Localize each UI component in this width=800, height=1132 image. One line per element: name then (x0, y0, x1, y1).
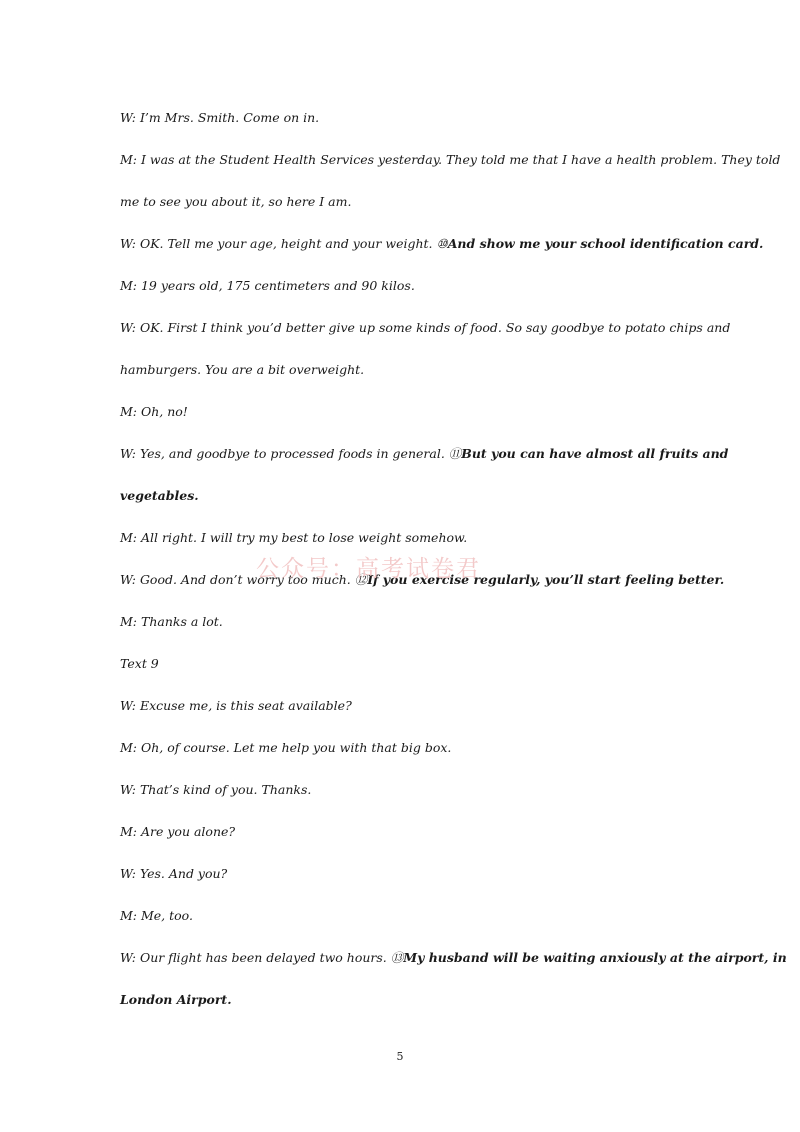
page-number: 5 (396, 1050, 404, 1063)
line-segment: me to see you about it, so here I am. (120, 194, 352, 209)
line-16 (120, 740, 685, 756)
line-segment: vegetables. (120, 488, 199, 503)
line-3 (120, 194, 685, 210)
line-15 (120, 698, 685, 714)
line-11 (120, 530, 685, 546)
watermark: 公众号：高考试卷君 (256, 556, 481, 582)
line-segment: London Airport. (120, 992, 232, 1007)
line-14 (120, 656, 685, 672)
line-segment: Text 9 (120, 656, 159, 671)
line-20 (120, 908, 685, 924)
line-segment: W: Yes. And you? (120, 866, 228, 881)
line-segment: W: OK. Tell me your age, height and your weight. ⑩ (120, 236, 448, 251)
line-8 (120, 404, 685, 420)
line-segment: W: OK. First I think you’d better give up some kinds of food. So say goodbye to potato chips and (120, 320, 731, 335)
line-segment: hamburgers. You are a bit overweight. (120, 362, 365, 377)
line-segment: W: Good. And don’t worry too much. ⑫ (120, 572, 368, 587)
line-17 (120, 782, 685, 798)
line-segment: M: Oh, no! (120, 404, 188, 419)
line-segment: But you can have almost all fruits and (461, 446, 729, 461)
line-segment: W: Yes, and goodbye to processed foods in general. ⑪ (120, 446, 462, 461)
line-6 (120, 320, 731, 336)
line-segment: My husband will be waiting anxiously at the airport, in (403, 950, 787, 965)
line-segment: And show me your school identification card. (447, 236, 764, 251)
line-segment: W: Excuse me, is this seat available? (120, 698, 352, 713)
line-2 (120, 152, 781, 168)
line-segment: M: I was at the Student Health Services yesterday. They told me that I have a health problem. They told (120, 152, 781, 167)
line-segment: M: Are you alone? (120, 824, 236, 839)
line-5 (120, 278, 685, 294)
line-segment: M: Oh, of course. Let me help you with that big box. (120, 740, 452, 755)
line-segment: W: That’s kind of you. Thanks. (120, 782, 312, 797)
line-21 (120, 950, 787, 966)
line-segment: W: I’m Mrs. Smith. Come on in. (120, 110, 320, 125)
line-4 (120, 236, 764, 252)
line-segment: M: Me, too. (120, 908, 193, 923)
line-9 (120, 446, 729, 462)
line-13 (120, 614, 685, 630)
line-segment: If you exercise regularly, you’ll start feeling better. (367, 572, 725, 587)
line-segment: M: 19 years old, 175 centimeters and 90 kilos. (120, 278, 415, 293)
line-7 (120, 362, 685, 378)
line-22 (120, 992, 685, 1008)
line-18 (120, 824, 685, 840)
line-segment: W: Our flight has been delayed two hours. ⑬ (120, 950, 404, 965)
line-19 (120, 866, 685, 882)
line-segment: M: Thanks a lot. (120, 614, 223, 629)
line-segment: M: All right. I will try my best to lose weight somehow. (120, 530, 468, 545)
line-1 (120, 110, 685, 126)
line-10 (120, 488, 685, 504)
